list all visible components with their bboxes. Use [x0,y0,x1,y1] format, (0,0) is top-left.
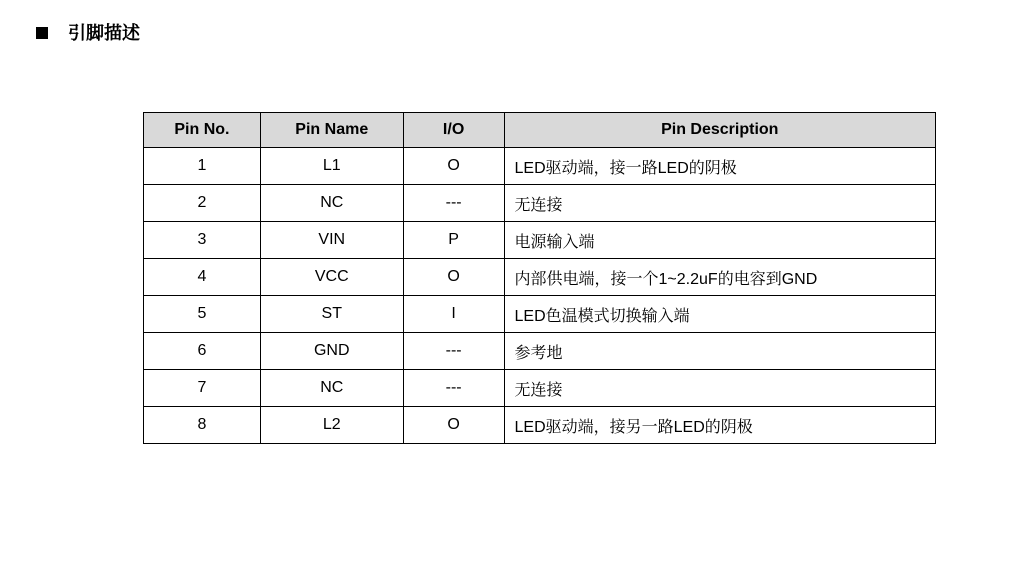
pin-description-cell: 无连接 [504,370,935,407]
table-row [144,222,936,259]
section-title: 引脚描述 [68,23,140,43]
table-row [144,370,936,407]
pin-description-cell: LED驱动端，接另一路LED的阴极 [504,407,935,444]
pin-io-cell: O [403,259,504,296]
pin-no-cell: 4 [144,259,261,296]
pin-description-cell: LED色温模式切换输入端 [504,296,935,333]
table-row [144,296,936,333]
pin-io-cell: --- [403,185,504,222]
table-row [144,259,936,296]
header-pin-no: Pin No. [144,113,261,148]
pin-name-cell: VIN [260,222,403,259]
pin-name-cell: L1 [260,148,403,185]
pin-no-cell: 1 [144,148,261,185]
table-row [144,333,936,370]
pin-name-cell: GND [260,333,403,370]
pin-no-cell: 3 [144,222,261,259]
pin-no-cell: 5 [144,296,261,333]
table-row [144,185,936,222]
section-heading [36,21,140,45]
pin-no-cell: 8 [144,407,261,444]
header-pin-name: Pin Name [260,113,403,148]
table-row [144,407,936,444]
pin-io-cell: --- [403,333,504,370]
pin-no-cell: 2 [144,185,261,222]
pin-description-cell: 无连接 [504,185,935,222]
pin-io-cell: --- [403,370,504,407]
header-pin-description: Pin Description [504,113,935,148]
pin-description-cell: LED驱动端，接一路LED的阴极 [504,148,935,185]
pin-name-cell: VCC [260,259,403,296]
header-io: I/O [403,113,504,148]
pin-io-cell: I [403,296,504,333]
table-row [144,148,936,185]
pin-io-cell: O [403,148,504,185]
pin-no-cell: 6 [144,333,261,370]
pin-description-cell: 电源输入端 [504,222,935,259]
pin-io-cell: O [403,407,504,444]
pin-io-cell: P [403,222,504,259]
pin-name-cell: NC [260,370,403,407]
pin-description-table [143,112,936,444]
pin-name-cell: NC [260,185,403,222]
square-bullet-icon [36,27,48,39]
table-header-row [144,113,936,148]
pin-no-cell: 7 [144,370,261,407]
pin-description-cell: 参考地 [504,333,935,370]
pin-description-cell: 内部供电端，接一个1~2.2uF的电容到GND [504,259,935,296]
pin-name-cell: L2 [260,407,403,444]
pin-name-cell: ST [260,296,403,333]
